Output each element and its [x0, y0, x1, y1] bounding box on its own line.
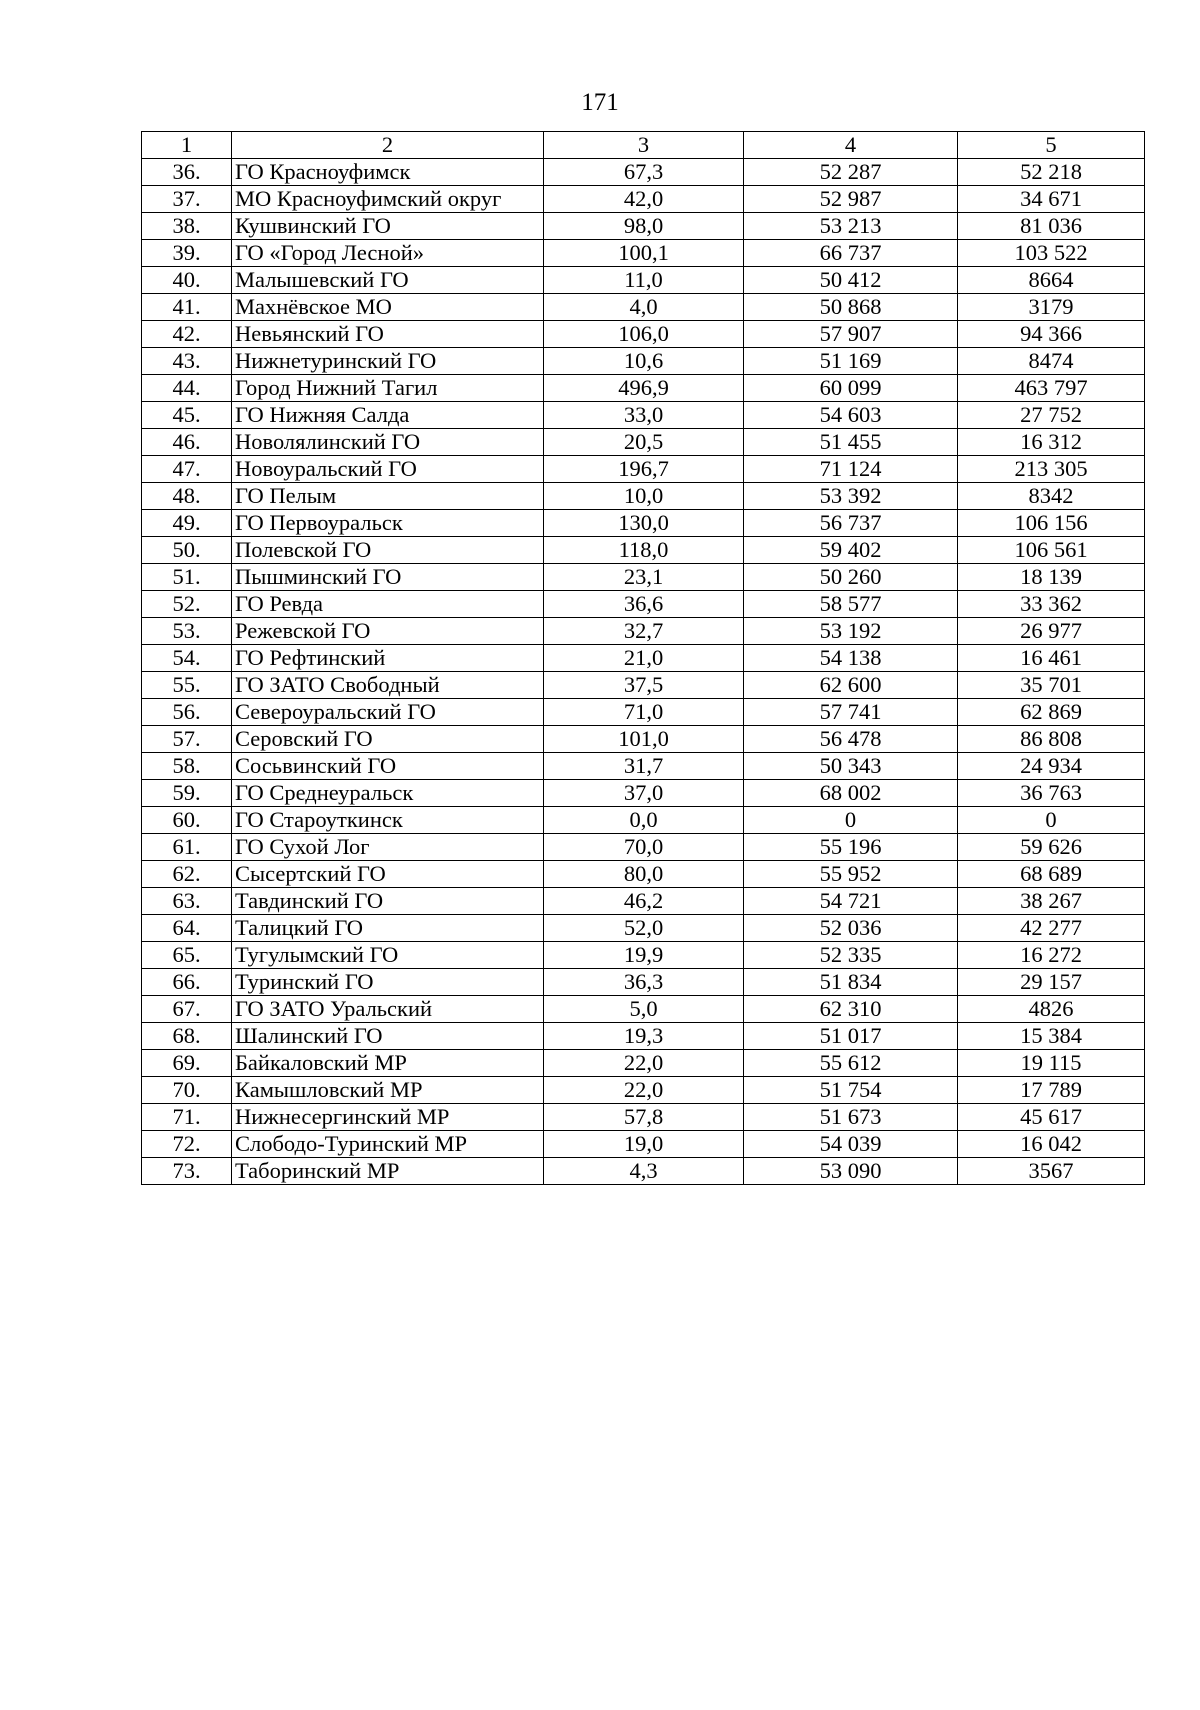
- value-col-5-cell: 33 362: [958, 591, 1145, 618]
- value-col-4-cell: 55 196: [744, 834, 958, 861]
- row-number-cell: 47.: [142, 456, 232, 483]
- value-col-5-cell: 45 617: [958, 1104, 1145, 1131]
- value-col-5-cell: 15 384: [958, 1023, 1145, 1050]
- row-number-cell: 41.: [142, 294, 232, 321]
- municipality-name-cell: ГО Среднеуральск: [232, 780, 544, 807]
- value-col-5-cell: 52 218: [958, 159, 1145, 186]
- table-body: [142, 132, 1145, 1185]
- table-row: [142, 699, 1145, 726]
- value-col-5-cell: 19 115: [958, 1050, 1145, 1077]
- table-row: [142, 861, 1145, 888]
- value-col-3-cell: 37,0: [544, 780, 744, 807]
- table-row: [142, 726, 1145, 753]
- value-col-5-cell: 68 689: [958, 861, 1145, 888]
- value-col-4-cell: 51 754: [744, 1077, 958, 1104]
- row-number-cell: 43.: [142, 348, 232, 375]
- value-col-4-cell: 53 392: [744, 483, 958, 510]
- row-number-cell: 66.: [142, 969, 232, 996]
- value-col-5-cell: 17 789: [958, 1077, 1145, 1104]
- row-number-cell: 63.: [142, 888, 232, 915]
- table-row: [142, 483, 1145, 510]
- value-col-5-cell: 16 272: [958, 942, 1145, 969]
- value-col-4-cell: 51 017: [744, 1023, 958, 1050]
- value-col-4-cell: 0: [744, 807, 958, 834]
- row-number-cell: 39.: [142, 240, 232, 267]
- municipality-name-cell: Невьянский ГО: [232, 321, 544, 348]
- value-col-4-cell: 71 124: [744, 456, 958, 483]
- value-col-3-cell: 11,0: [544, 267, 744, 294]
- table-row: [142, 456, 1145, 483]
- row-number-cell: 46.: [142, 429, 232, 456]
- municipality-name-cell: ГО Сухой Лог: [232, 834, 544, 861]
- row-number-cell: 42.: [142, 321, 232, 348]
- row-number-cell: 40.: [142, 267, 232, 294]
- table-row: [142, 1158, 1145, 1185]
- value-col-3-cell: 196,7: [544, 456, 744, 483]
- value-col-4-cell: 53 213: [744, 213, 958, 240]
- value-col-3-cell: 33,0: [544, 402, 744, 429]
- table-row: [142, 672, 1145, 699]
- value-col-3-cell: 22,0: [544, 1050, 744, 1077]
- row-number-cell: 56.: [142, 699, 232, 726]
- table-row: [142, 564, 1145, 591]
- row-number-cell: 52.: [142, 591, 232, 618]
- municipality-name-cell: Байкаловский МР: [232, 1050, 544, 1077]
- value-col-3-cell: 70,0: [544, 834, 744, 861]
- municipality-name-cell: Туринский ГО: [232, 969, 544, 996]
- value-col-3-cell: 19,9: [544, 942, 744, 969]
- value-col-5-cell: 8664: [958, 267, 1145, 294]
- municipality-name-cell: Талицкий ГО: [232, 915, 544, 942]
- row-number-cell: 54.: [142, 645, 232, 672]
- value-col-3-cell: 10,0: [544, 483, 744, 510]
- value-col-5-cell: 213 305: [958, 456, 1145, 483]
- municipality-name-cell: Новоуральский ГО: [232, 456, 544, 483]
- value-col-4-cell: 66 737: [744, 240, 958, 267]
- row-number-cell: 64.: [142, 915, 232, 942]
- value-col-4-cell: 68 002: [744, 780, 958, 807]
- row-number-cell: 61.: [142, 834, 232, 861]
- value-col-4-cell: 52 287: [744, 159, 958, 186]
- row-number-cell: 51.: [142, 564, 232, 591]
- value-col-4-cell: 56 737: [744, 510, 958, 537]
- row-number-cell: 49.: [142, 510, 232, 537]
- row-number-cell: 59.: [142, 780, 232, 807]
- value-col-5-cell: 106 561: [958, 537, 1145, 564]
- municipality-name-cell: Пышминский ГО: [232, 564, 544, 591]
- value-col-3-cell: 52,0: [544, 915, 744, 942]
- value-col-5-cell: 106 156: [958, 510, 1145, 537]
- value-col-4-cell: 51 455: [744, 429, 958, 456]
- value-col-5-cell: 103 522: [958, 240, 1145, 267]
- value-col-3-cell: 98,0: [544, 213, 744, 240]
- table-row: [142, 402, 1145, 429]
- municipality-name-cell: ГО Ревда: [232, 591, 544, 618]
- value-col-5-cell: 27 752: [958, 402, 1145, 429]
- municipality-name-cell: ГО Рефтинский: [232, 645, 544, 672]
- row-number-cell: 69.: [142, 1050, 232, 1077]
- value-col-4-cell: 50 260: [744, 564, 958, 591]
- table-row: [142, 915, 1145, 942]
- value-col-5-cell: 8342: [958, 483, 1145, 510]
- value-col-4-cell: 52 036: [744, 915, 958, 942]
- value-col-3-cell: 46,2: [544, 888, 744, 915]
- value-col-5-cell: 59 626: [958, 834, 1145, 861]
- table-row: [142, 996, 1145, 1023]
- row-number-cell: 37.: [142, 186, 232, 213]
- municipality-name-cell: Шалинский ГО: [232, 1023, 544, 1050]
- header-cell-4: 4: [744, 132, 958, 159]
- value-col-3-cell: 36,3: [544, 969, 744, 996]
- row-number-cell: 72.: [142, 1131, 232, 1158]
- municipality-name-cell: Камышловский МР: [232, 1077, 544, 1104]
- value-col-4-cell: 56 478: [744, 726, 958, 753]
- row-number-cell: 71.: [142, 1104, 232, 1131]
- value-col-5-cell: 62 869: [958, 699, 1145, 726]
- municipality-name-cell: ГО ЗАТО Уральский: [232, 996, 544, 1023]
- municipality-name-cell: Североуральский ГО: [232, 699, 544, 726]
- value-col-5-cell: 81 036: [958, 213, 1145, 240]
- value-col-3-cell: 36,6: [544, 591, 744, 618]
- value-col-4-cell: 51 169: [744, 348, 958, 375]
- value-col-5-cell: 3567: [958, 1158, 1145, 1185]
- table-row: [142, 591, 1145, 618]
- value-col-3-cell: 101,0: [544, 726, 744, 753]
- value-col-5-cell: 3179: [958, 294, 1145, 321]
- value-col-3-cell: 23,1: [544, 564, 744, 591]
- value-col-5-cell: 29 157: [958, 969, 1145, 996]
- value-col-5-cell: 86 808: [958, 726, 1145, 753]
- value-col-4-cell: 53 192: [744, 618, 958, 645]
- value-col-5-cell: 16 461: [958, 645, 1145, 672]
- row-number-cell: 67.: [142, 996, 232, 1023]
- municipality-name-cell: ГО Красноуфимск: [232, 159, 544, 186]
- value-col-4-cell: 50 412: [744, 267, 958, 294]
- value-col-4-cell: 55 612: [744, 1050, 958, 1077]
- row-number-cell: 50.: [142, 537, 232, 564]
- value-col-4-cell: 62 600: [744, 672, 958, 699]
- value-col-3-cell: 4,3: [544, 1158, 744, 1185]
- value-col-5-cell: 16 312: [958, 429, 1145, 456]
- value-col-5-cell: 34 671: [958, 186, 1145, 213]
- municipality-name-cell: Таборинский МР: [232, 1158, 544, 1185]
- table-row: [142, 1050, 1145, 1077]
- value-col-3-cell: 496,9: [544, 375, 744, 402]
- municipality-name-cell: Слободо-Туринский МР: [232, 1131, 544, 1158]
- table-header-row: [142, 132, 1145, 159]
- row-number-cell: 62.: [142, 861, 232, 888]
- table-row: [142, 1023, 1145, 1050]
- table-row: [142, 159, 1145, 186]
- value-col-3-cell: 32,7: [544, 618, 744, 645]
- value-col-3-cell: 0,0: [544, 807, 744, 834]
- value-col-4-cell: 51 834: [744, 969, 958, 996]
- row-number-cell: 70.: [142, 1077, 232, 1104]
- table-row: [142, 753, 1145, 780]
- municipality-name-cell: Нижнетуринский ГО: [232, 348, 544, 375]
- row-number-cell: 45.: [142, 402, 232, 429]
- municipality-name-cell: Город Нижний Тагил: [232, 375, 544, 402]
- value-col-5-cell: 463 797: [958, 375, 1145, 402]
- value-col-3-cell: 57,8: [544, 1104, 744, 1131]
- value-col-3-cell: 10,6: [544, 348, 744, 375]
- row-number-cell: 36.: [142, 159, 232, 186]
- value-col-5-cell: 38 267: [958, 888, 1145, 915]
- table-row: [142, 429, 1145, 456]
- table-row: [142, 186, 1145, 213]
- table-row: [142, 294, 1145, 321]
- municipality-name-cell: Махнёвское МО: [232, 294, 544, 321]
- table-row: [142, 321, 1145, 348]
- row-number-cell: 68.: [142, 1023, 232, 1050]
- row-number-cell: 73.: [142, 1158, 232, 1185]
- value-col-3-cell: 80,0: [544, 861, 744, 888]
- header-cell-1: 1: [142, 132, 232, 159]
- value-col-3-cell: 67,3: [544, 159, 744, 186]
- value-col-3-cell: 19,0: [544, 1131, 744, 1158]
- table-row: [142, 618, 1145, 645]
- municipality-name-cell: Сосьвинский ГО: [232, 753, 544, 780]
- municipality-name-cell: Тугулымский ГО: [232, 942, 544, 969]
- value-col-4-cell: 53 090: [744, 1158, 958, 1185]
- value-col-5-cell: 24 934: [958, 753, 1145, 780]
- value-col-5-cell: 16 042: [958, 1131, 1145, 1158]
- municipality-name-cell: ГО Пелым: [232, 483, 544, 510]
- table-row: [142, 1131, 1145, 1158]
- municipality-name-cell: Тавдинский ГО: [232, 888, 544, 915]
- table-row: [142, 834, 1145, 861]
- table-row: [142, 969, 1145, 996]
- municipality-name-cell: Полевской ГО: [232, 537, 544, 564]
- table-row: [142, 942, 1145, 969]
- table-row: [142, 240, 1145, 267]
- municipality-name-cell: Сысертский ГО: [232, 861, 544, 888]
- value-col-3-cell: 130,0: [544, 510, 744, 537]
- value-col-3-cell: 4,0: [544, 294, 744, 321]
- value-col-4-cell: 50 343: [744, 753, 958, 780]
- value-col-3-cell: 19,3: [544, 1023, 744, 1050]
- value-col-3-cell: 42,0: [544, 186, 744, 213]
- table-row: [142, 267, 1145, 294]
- table-row: [142, 780, 1145, 807]
- table-row: [142, 645, 1145, 672]
- table-row: [142, 510, 1145, 537]
- table-row: [142, 1104, 1145, 1131]
- table-row: [142, 888, 1145, 915]
- municipality-name-cell: ГО Староуткинск: [232, 807, 544, 834]
- value-col-5-cell: 36 763: [958, 780, 1145, 807]
- value-col-5-cell: 42 277: [958, 915, 1145, 942]
- header-cell-5: 5: [958, 132, 1145, 159]
- row-number-cell: 55.: [142, 672, 232, 699]
- value-col-3-cell: 5,0: [544, 996, 744, 1023]
- page-number: 171: [581, 89, 619, 116]
- value-col-4-cell: 54 721: [744, 888, 958, 915]
- municipality-name-cell: ГО ЗАТО Свободный: [232, 672, 544, 699]
- value-col-4-cell: 60 099: [744, 375, 958, 402]
- municipality-name-cell: Кушвинский ГО: [232, 213, 544, 240]
- value-col-5-cell: 18 139: [958, 564, 1145, 591]
- municipality-name-cell: МО Красноуфимский округ: [232, 186, 544, 213]
- value-col-3-cell: 100,1: [544, 240, 744, 267]
- value-col-5-cell: 26 977: [958, 618, 1145, 645]
- value-col-5-cell: 0: [958, 807, 1145, 834]
- municipality-name-cell: Нижнесергинский МР: [232, 1104, 544, 1131]
- header-cell-2: 2: [232, 132, 544, 159]
- value-col-3-cell: 106,0: [544, 321, 744, 348]
- municipality-name-cell: Режевской ГО: [232, 618, 544, 645]
- table-row: [142, 537, 1145, 564]
- row-number-cell: 38.: [142, 213, 232, 240]
- value-col-4-cell: 58 577: [744, 591, 958, 618]
- value-col-4-cell: 55 952: [744, 861, 958, 888]
- value-col-4-cell: 57 907: [744, 321, 958, 348]
- row-number-cell: 53.: [142, 618, 232, 645]
- municipality-name-cell: ГО «Город Лесной»: [232, 240, 544, 267]
- value-col-4-cell: 54 039: [744, 1131, 958, 1158]
- row-number-cell: 65.: [142, 942, 232, 969]
- row-number-cell: 60.: [142, 807, 232, 834]
- row-number-cell: 57.: [142, 726, 232, 753]
- value-col-3-cell: 22,0: [544, 1077, 744, 1104]
- table-row: [142, 375, 1145, 402]
- header-cell-3: 3: [544, 132, 744, 159]
- value-col-4-cell: 52 335: [744, 942, 958, 969]
- value-col-5-cell: 35 701: [958, 672, 1145, 699]
- value-col-5-cell: 8474: [958, 348, 1145, 375]
- value-col-5-cell: 94 366: [958, 321, 1145, 348]
- value-col-4-cell: 50 868: [744, 294, 958, 321]
- value-col-4-cell: 57 741: [744, 699, 958, 726]
- value-col-5-cell: 4826: [958, 996, 1145, 1023]
- value-col-4-cell: 54 603: [744, 402, 958, 429]
- municipality-name-cell: Малышевский ГО: [232, 267, 544, 294]
- value-col-4-cell: 62 310: [744, 996, 958, 1023]
- value-col-3-cell: 31,7: [544, 753, 744, 780]
- municipality-name-cell: Новолялинский ГО: [232, 429, 544, 456]
- value-col-4-cell: 51 673: [744, 1104, 958, 1131]
- value-col-3-cell: 20,5: [544, 429, 744, 456]
- data-table: [141, 131, 1145, 1185]
- value-col-3-cell: 118,0: [544, 537, 744, 564]
- municipality-name-cell: ГО Нижняя Салда: [232, 402, 544, 429]
- value-col-3-cell: 21,0: [544, 645, 744, 672]
- value-col-4-cell: 54 138: [744, 645, 958, 672]
- table-row: [142, 348, 1145, 375]
- table-row: [142, 1077, 1145, 1104]
- municipality-name-cell: ГО Первоуральск: [232, 510, 544, 537]
- municipality-name-cell: Серовский ГО: [232, 726, 544, 753]
- row-number-cell: 44.: [142, 375, 232, 402]
- row-number-cell: 58.: [142, 753, 232, 780]
- table-row: [142, 213, 1145, 240]
- value-col-4-cell: 59 402: [744, 537, 958, 564]
- value-col-3-cell: 71,0: [544, 699, 744, 726]
- value-col-3-cell: 37,5: [544, 672, 744, 699]
- row-number-cell: 48.: [142, 483, 232, 510]
- value-col-4-cell: 52 987: [744, 186, 958, 213]
- table-row: [142, 807, 1145, 834]
